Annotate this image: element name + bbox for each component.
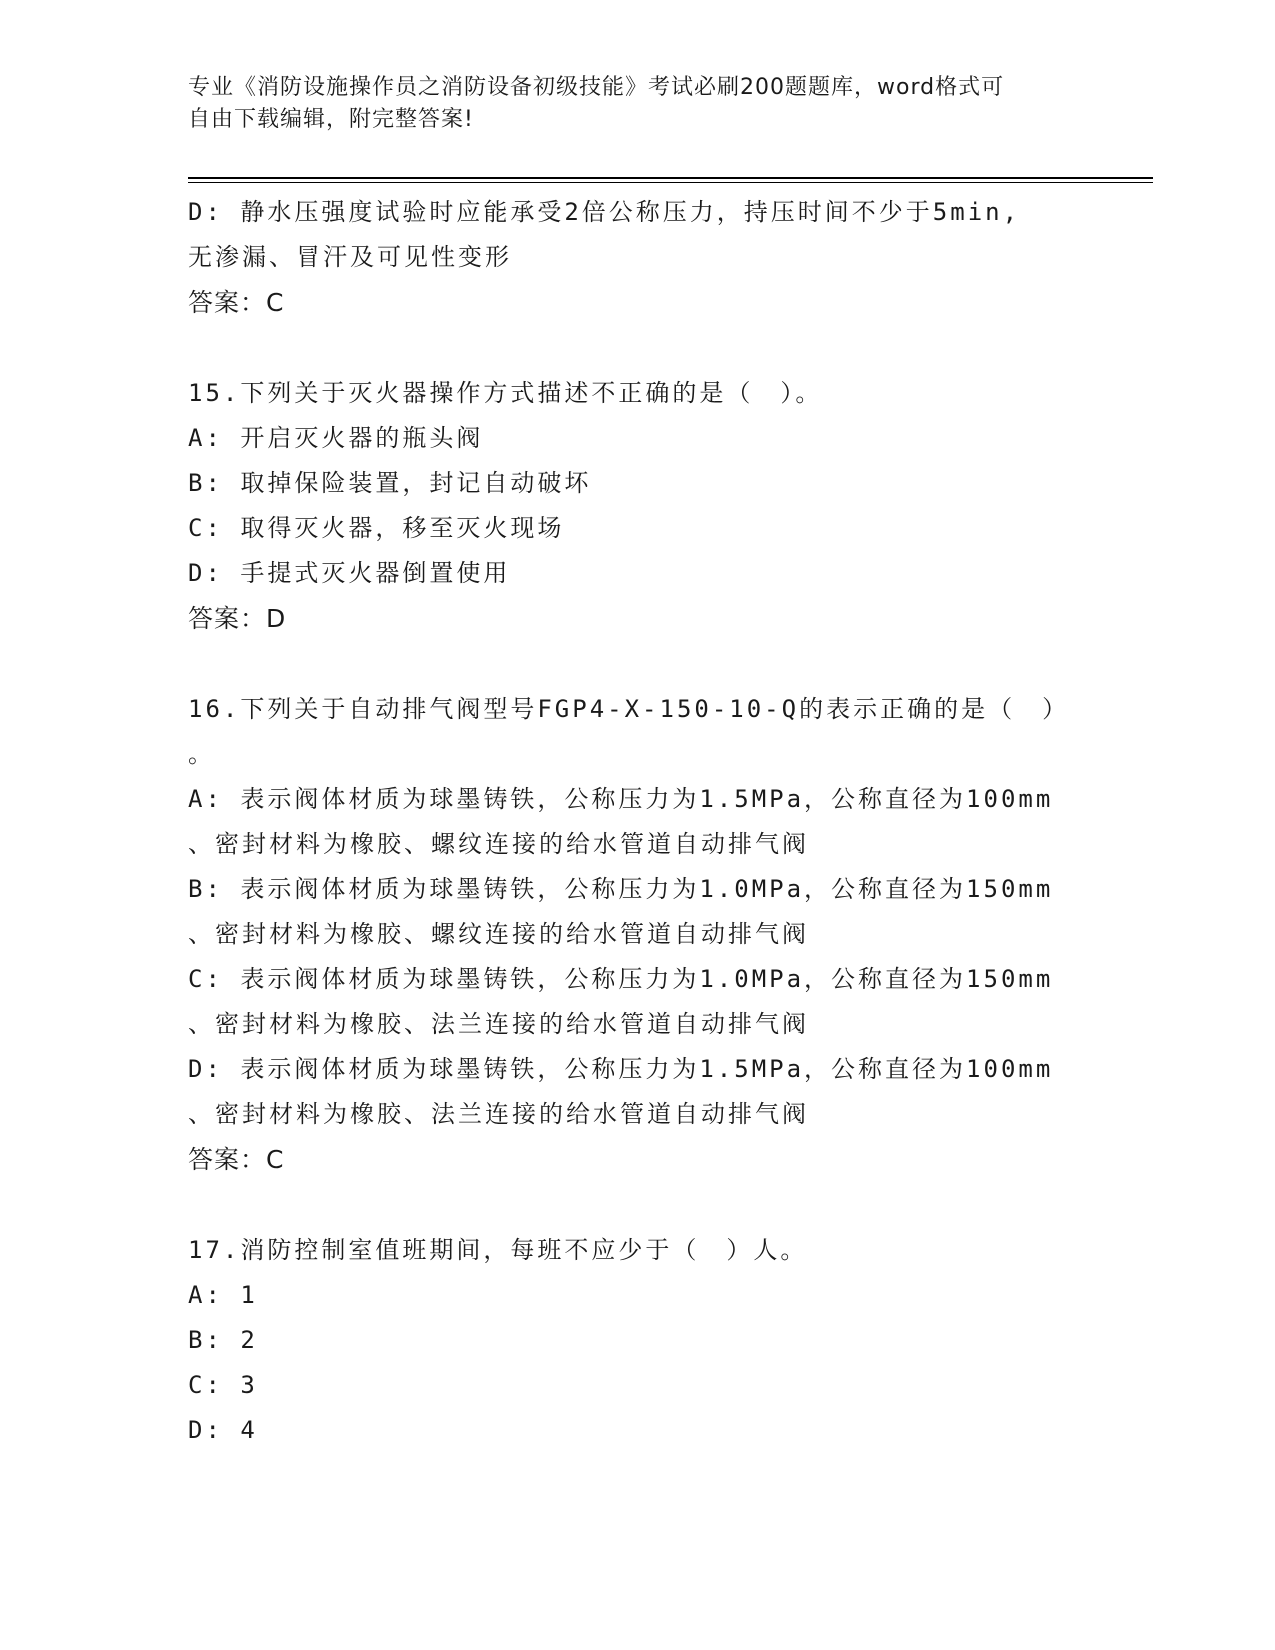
question-15 [188, 371, 1118, 641]
answer-label: 答案：D [188, 604, 287, 633]
option-b: B: 取掉保险装置，封记自动破坏 [188, 469, 592, 497]
option-a-line-2: 、密封材料为橡胶、螺纹连接的给水管道自动排气阀 [188, 830, 809, 858]
header-title-line-1: 专业《消防设施操作员之消防设备初级技能》考试必刷200题题库，word格式可 [188, 75, 1005, 100]
question-17 [188, 1228, 1118, 1453]
option-c: C: 3 [188, 1371, 258, 1399]
option-c: C: 取得灭火器，移至灭火现场 [188, 514, 565, 542]
header-divider-thick [188, 177, 1153, 179]
question-16 [188, 687, 1118, 1182]
question-stem: 15.下列关于灭火器操作方式描述不正确的是（ ）。 [188, 379, 823, 407]
answer-label: 答案：C [188, 288, 285, 317]
spacer [188, 641, 1118, 687]
question-stem: 17.消防控制室值班期间，每班不应少于（ ）人。 [188, 1236, 808, 1264]
option-a: A: 1 [188, 1281, 258, 1309]
question-stem-line-2: 。 [188, 740, 215, 768]
spacer [188, 325, 1118, 371]
header-divider-thin [188, 182, 1153, 183]
option-d-line-2: 、密封材料为橡胶、法兰连接的给水管道自动排气阀 [188, 1100, 809, 1128]
question-content [188, 190, 1118, 1453]
option-b-line-2: 、密封材料为橡胶、螺纹连接的给水管道自动排气阀 [188, 920, 809, 948]
option-b-line-1: B: 表示阀体材质为球墨铸铁，公称压力为1.0MPa，公称直径为150mm [188, 875, 1054, 903]
option-b: B: 2 [188, 1326, 258, 1354]
option-d-line-1: D: 表示阀体材质为球墨铸铁，公称压力为1.5MPa，公称直径为100mm [188, 1055, 1054, 1083]
question-stem-line-1: 16.下列关于自动排气阀型号FGP4-X-150-10-Q的表示正确的是（ ） [188, 695, 1070, 723]
option-a: A: 开启灭火器的瓶头阀 [188, 424, 484, 452]
option-c-line-1: C: 表示阀体材质为球墨铸铁，公称压力为1.0MPa，公称直径为150mm [188, 965, 1054, 993]
option-a-line-1: A: 表示阀体材质为球墨铸铁，公称压力为1.5MPa，公称直径为100mm [188, 785, 1054, 813]
spacer [188, 1182, 1118, 1228]
document-header [188, 72, 1068, 136]
header-title-line-2: 自由下载编辑，附完整答案! [188, 107, 474, 132]
option-d: D: 手提式灭火器倒置使用 [188, 559, 511, 587]
option-d: D: 4 [188, 1416, 258, 1444]
question-14-continued [188, 190, 1118, 325]
option-d-line-2: 无渗漏、冒汗及可见性变形 [188, 243, 512, 271]
option-d-line-1: D: 静水压强度试验时应能承受2倍公称压力，持压时间不少于5min, [188, 198, 1021, 226]
option-c-line-2: 、密封材料为橡胶、法兰连接的给水管道自动排气阀 [188, 1010, 809, 1038]
answer-label: 答案：C [188, 1145, 285, 1174]
